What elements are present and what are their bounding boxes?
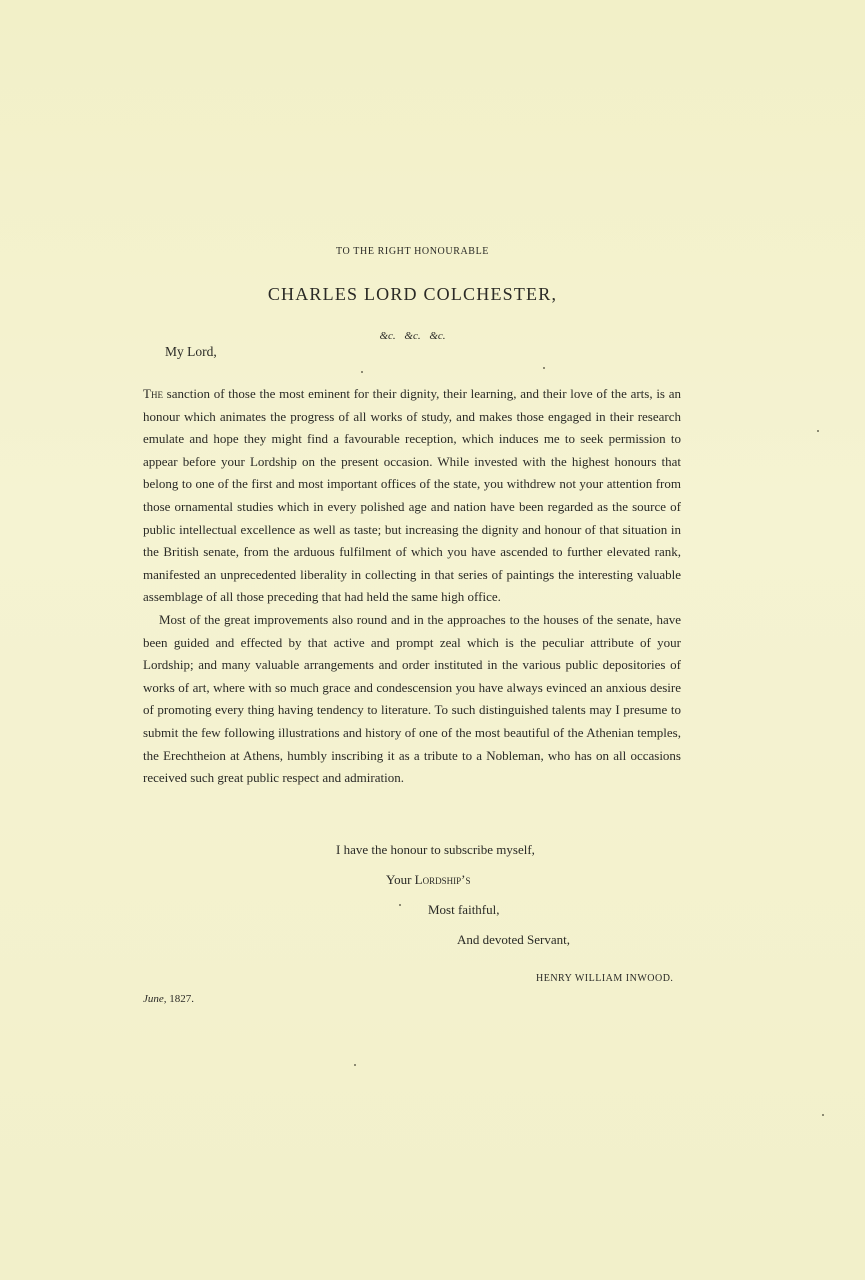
date-month: June, — [143, 993, 167, 1005]
closing-line-2-prefix: Your — [386, 872, 415, 887]
dedication-heading: TO THE RIGHT HONOURABLE — [336, 246, 489, 257]
paragraph-1 — [143, 383, 681, 609]
letter-body — [143, 383, 681, 790]
etcetera-line: &c. &c. &c. — [379, 330, 446, 342]
paragraph-1-opening-word: The — [143, 386, 163, 401]
paragraph-2: Most of the great improvements also round and in the approaches to the houses of the senate, have been guided and effected by that active and prompt zeal which is the peculiar attribute of your Lordship; and many valuable arrangements and order instituted in the various public depositories of works of art, where with so much grace and condescension you have always evinced an anxious desire of promoting every thing having tendency to literature. To such distinguished talents may I presume to submit the few following illustrations and history of one of the most beautiful of the Athenian temples, the Erechtheion at Athens, humbly inscribing it as a tribute to a Nobleman, who has on all occasions received such great public respect and admiration. — [143, 611, 681, 786]
date-line — [143, 993, 194, 1005]
paper-speck — [817, 430, 819, 432]
paper-speck — [354, 1064, 356, 1066]
signature: HENRY WILLIAM INWOOD. — [536, 973, 674, 984]
closing-line-2 — [386, 872, 470, 888]
date-year: 1827. — [166, 993, 195, 1005]
closing-line-3: Most faithful, — [428, 902, 500, 917]
paper-speck — [543, 367, 545, 369]
closing-line-1: I have the honour to subscribe myself, — [336, 842, 535, 857]
paper-speck — [822, 1114, 824, 1116]
closing-line-2-title: Lordship’s — [414, 872, 471, 887]
salutation: My Lord, — [165, 344, 217, 359]
dedicatee-name: CHARLES LORD COLCHESTER, — [267, 284, 558, 304]
paragraph-1-text: sanction of those the most eminent for their dignity, their learning, and their love of the arts, is an honour which animates the progress of all works of study, and makes those engaged in their research emulate and hope they might find a favourable reception, which induces me to seek permission to appear before your Lordship on the present occasion. While invested with the highest honours that belong to one of the first and most important offices of the state, you withdrew not your attention from those ornamental studies which in every polished age and nation have been regarded as the source of public intellectual excellence as well as taste; but increasing the dignity and honour of that situation in the British senate, from the arduous fulfilment of which you have ascended to further elevated rank, manifested an unprecedented liberality in collecting in that series of paintings the interesting valuable assemblage of all those preceding that had held the same high office. — [143, 386, 681, 605]
paper-speck — [399, 904, 401, 906]
closing-line-4: And devoted Servant, — [457, 932, 571, 947]
paper-speck — [361, 371, 363, 373]
